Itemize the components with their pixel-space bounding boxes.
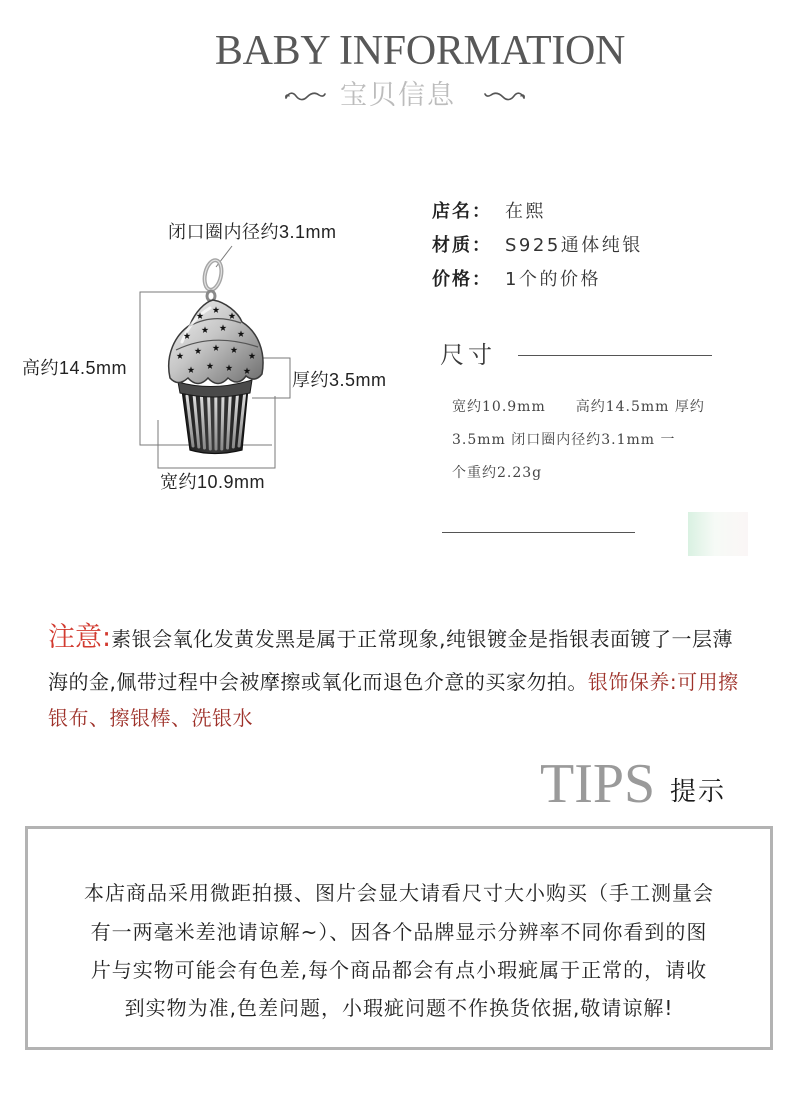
size-description-line: 个重约2.23g (452, 465, 543, 481)
price-label: 价格： (432, 269, 492, 290)
note-line-1 (48, 621, 733, 656)
price-value: 1个的价格 (505, 269, 601, 290)
size-section-divider (442, 532, 635, 533)
note-text: 海的金,佩带过程中会被摩擦或氧化而退色介意的买家勿拍。 (48, 670, 588, 694)
note-line-2 (48, 667, 739, 697)
note-label: 注意: (48, 622, 112, 653)
tips-line: 到实物为准,色差问题，小瑕疵问题不作换货依据,敬请谅解! (124, 996, 674, 1020)
cup-ridge (209, 396, 211, 449)
header-title-cn: 宝贝信息 (340, 80, 456, 111)
tips-line: 有一两毫米差池请谅解~）、因各个品牌显示分辨率不同你看到的图 (90, 920, 708, 944)
right-swirl-ornament-icon (483, 86, 527, 106)
care-instructions-text: 银饰保养:可用擦 (587, 670, 739, 694)
size-description-line: 3.5mm 闭口圈内径约3.1mm 一 (452, 432, 676, 448)
cup-ridge (222, 396, 223, 449)
tips-line: 本店商品采用微距拍摄、图片会显大请看尺寸大小购买（手工测量会 (84, 881, 714, 905)
care-instructions-line: 银布、擦银棒、洗银水 (48, 706, 253, 730)
product-photo (0, 0, 430, 520)
width-label: 宽约10.9mm (160, 472, 266, 492)
ring-diameter-label: 闭口圈内径约3.1mm (168, 222, 337, 242)
size-heading-divider (518, 355, 712, 356)
header-title-en: BABY INFORMATION (214, 28, 626, 74)
tips-title-cn: 提示 (670, 777, 727, 807)
thickness-label: 厚约3.5mm (292, 370, 387, 390)
note-text: 素银会氧化发黄发黑是属于正常现象,纯银镀金是指银表面镀了一层薄 (111, 627, 733, 651)
faint-color-patch (688, 512, 748, 556)
height-label: 高约14.5mm (22, 358, 128, 378)
tips-title-en: TIPS (540, 753, 656, 815)
size-heading: 尺寸 (440, 341, 496, 369)
cupcake-charm (169, 259, 263, 454)
size-description-line: 宽约10.9mm 高约14.5mm 厚约 (452, 399, 705, 415)
tips-line: 片与实物可能会有色差,每个商品都会有点小瑕疵属于正常的，请收 (90, 958, 708, 982)
shop-name-value: 在熙 (505, 201, 546, 222)
material-label: 材质： (432, 235, 492, 256)
shop-name-label: 店名： (432, 201, 492, 222)
material-value: S925通体纯银 (505, 235, 643, 256)
